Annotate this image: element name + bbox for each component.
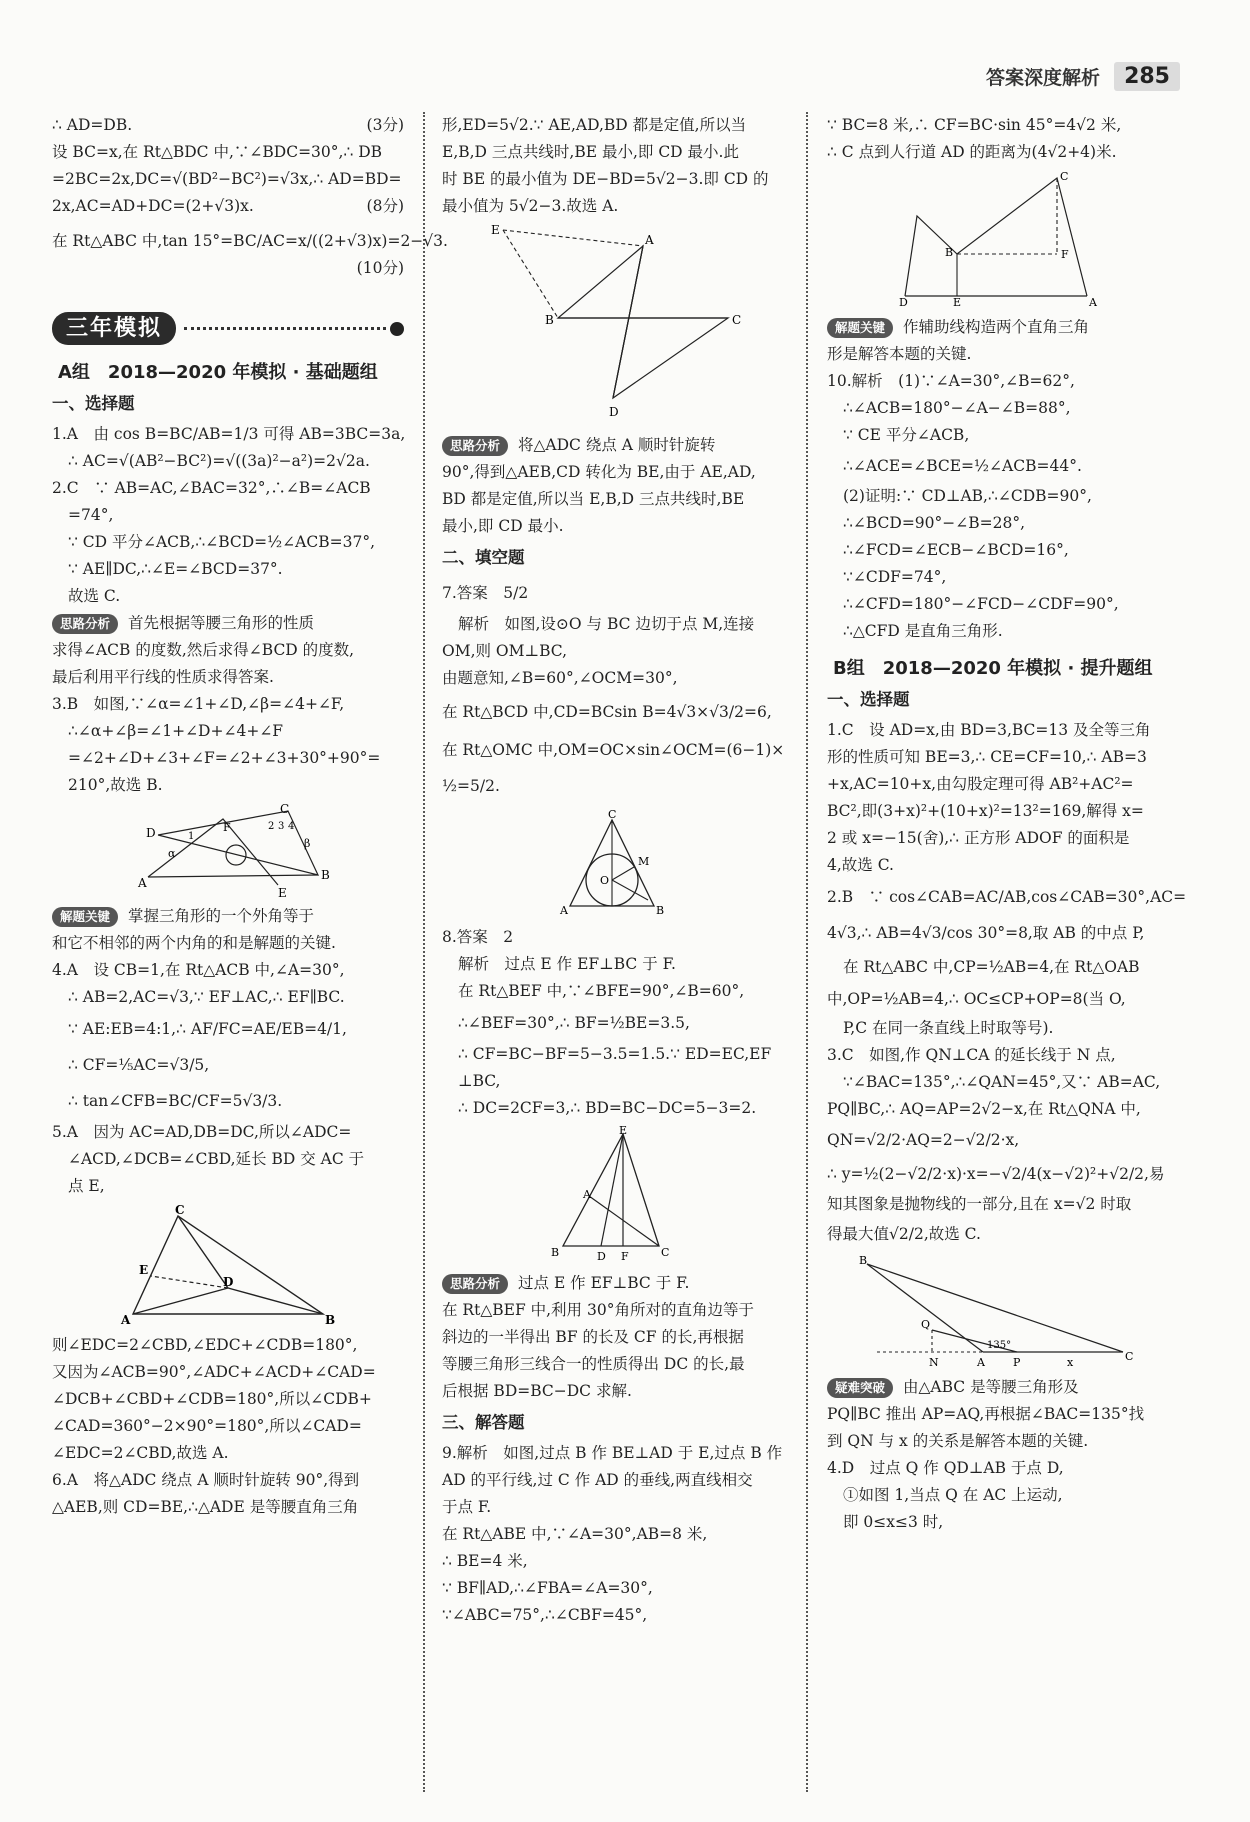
text-line: 10.解析 (1)∵∠A=30°,∠B=62°,	[827, 372, 1075, 390]
text-line: ∴∠BCD=90°−∠B=28°,	[843, 514, 1026, 532]
text-line: ∵∠BAC=135°,∴∠QAN=45°,又∵ AB=AC,	[843, 1073, 1161, 1091]
fig-label: P	[1013, 1356, 1021, 1369]
text-line: ∴ AD=DB.	[52, 116, 133, 134]
figure-q9	[897, 172, 1097, 308]
note-text: 在 Rt△BEF 中,利用 30°角所对的直角边等于	[442, 1301, 754, 1319]
text-line: 由题意知,∠B=60°,∠OCM=30°,	[442, 669, 678, 687]
page-number: 285	[1114, 62, 1180, 91]
note-text: BD 都是定值,所以当 E,B,D 三点共线时,BE	[442, 490, 745, 508]
text-line: 知其图象是抛物线的一部分,且在 x=√2 时取	[827, 1195, 1132, 1213]
section-title: 三、解答题	[442, 1413, 525, 1432]
fig-label: B	[325, 1313, 336, 1327]
column-divider-2	[806, 112, 808, 1792]
text-line: 则∠EDC=2∠CBD,∠EDC+∠CDB=180°,	[52, 1336, 358, 1354]
text-line: ∵ AE:EB=4:1,∴ AF/FC=AE/EB=4/1,	[68, 1020, 347, 1038]
text-line: ∴ BE=4 米,	[442, 1552, 528, 1570]
note-text: 最小,即 CD 最小.	[442, 517, 564, 535]
fig-label: M	[638, 855, 650, 868]
note-text: 掌握三角形的一个外角等于	[128, 907, 315, 925]
fig-label: B	[551, 1246, 560, 1259]
text-line: ∵ BC=8 米,∴ CF=BC·sin 45°=4√2 米,	[827, 116, 1122, 134]
text-line: 设 BC=x,在 Rt△BDC 中,∵∠BDC=30°,∴ DB	[52, 143, 383, 161]
text-line: 5.A 因为 AC=AD,DB=DC,所以∠ADC=	[52, 1123, 352, 1141]
note-text: 由△ABC 是等腰三角形及	[903, 1378, 1079, 1396]
note-text: 90°,得到△AEB,CD 转化为 BE,由于 AE,AD,	[442, 463, 756, 481]
fig-label: A	[977, 1356, 985, 1369]
text-line: 3.B 如图,∵∠α=∠1+∠D,∠β=∠4+∠F,	[52, 695, 345, 713]
text-line: +x,AC=10+x,由勾股定理可得 AB²+AC²=	[827, 775, 1134, 793]
fig-label: B	[656, 904, 665, 917]
text-line: OM,则 OM⊥BC,	[442, 642, 567, 660]
note-tag: 思路分析	[442, 436, 508, 456]
figure-q5	[113, 1203, 343, 1327]
banner-end-dot	[390, 322, 404, 336]
text-line: PQ∥BC,∴ AQ=AP=2√2−x,在 Rt△QNA 中,	[827, 1100, 1141, 1118]
note-text: 最后利用平行线的性质求得答案.	[52, 668, 274, 686]
text-line: 2 或 x=−15(舍),∴ 正方形 ADOF 的面积是	[827, 829, 1130, 847]
fig-label: 2	[268, 821, 275, 832]
text-line: ∴△CFD 是直角三角形.	[843, 622, 1003, 640]
note-text: 首先根据等腰三角形的性质	[128, 614, 315, 632]
note-text: 作辅助线构造两个直角三角	[903, 318, 1090, 336]
text-line: 在 Rt△BEF 中,∵∠BFE=90°,∠B=60°,	[458, 982, 745, 1000]
note-text: 求得∠ACB 的度数,然后求得∠BCD 的度数,	[52, 641, 355, 659]
score-mark: (3分)	[366, 116, 404, 134]
text-line: QN=√2/2·AQ=2−√2/2·x,	[827, 1131, 1020, 1149]
section-title: 二、填空题	[442, 548, 525, 567]
text-line: 点 E,	[68, 1177, 105, 1195]
text-line: ∴ AB=2,AC=√3,∵ EF⊥AC,∴ EF∥BC.	[68, 988, 345, 1006]
text-line: 7.答案 5/2	[442, 584, 529, 602]
text-line: ∴ DC=2CF=3,∴ BD=BC−DC=5−3=2.	[458, 1099, 757, 1117]
text-line: 在 Rt△BCD 中,CD=BCsin B=4√3×√3/2=6,	[442, 703, 772, 721]
text-line: ∴∠BEF=30°,∴ BF=½BE=3.5,	[458, 1014, 690, 1032]
fig-label: A	[121, 1313, 131, 1327]
text-line: △AEB,则 CD=BE,∴△ADE 是等腰直角三角	[52, 1498, 359, 1516]
text-line: 中,OP=½AB=4,∴ OC≤CP+OP=8(当 O,	[827, 990, 1126, 1008]
text-line: ∴ CF=BC−BF=5−3.5=1.5.∵ ED=EC,EF	[458, 1045, 772, 1063]
note-tag: 思路分析	[442, 1274, 508, 1294]
text-line: 4√3,∴ AB=4√3/cos 30°=8,取 AB 的中点 P,	[827, 924, 1145, 942]
fig-label: A	[645, 233, 654, 247]
text-line: 1.C 设 AD=x,由 BD=3,BC=13 及全等三角	[827, 721, 1151, 739]
text-line: ∵ AE∥DC,∴∠E=∠BCD=37°.	[68, 560, 283, 578]
text-line: 在 Rt△ABE 中,∵∠A=30°,AB=8 米,	[442, 1525, 708, 1543]
fig-label: F	[621, 1250, 629, 1263]
banner-dots	[184, 327, 386, 330]
score-mark: (10分)	[356, 259, 404, 277]
text-line: 又因为∠ACB=90°,∠ADC+∠ACD+∠CAD=	[52, 1363, 376, 1381]
text-line: 6.A 将△ADC 绕点 A 顺时针旋转 90°,得到	[52, 1471, 360, 1489]
text-line: 4.A 设 CB=1,在 Rt△ACB 中,∠A=30°,	[52, 961, 345, 979]
note-text: 将△ADC 绕点 A 顺时针旋转	[518, 436, 716, 454]
text-line: ∵∠CDF=74°,	[843, 568, 947, 586]
group-b-title: B组 2018—2020 年模拟 · 提升题组	[833, 658, 1153, 679]
text-line: ∴ C 点到人行道 AD 的距离为(4√2+4)米.	[827, 143, 1117, 161]
text-line: ∴∠FCD=∠ECB−∠BCD=16°,	[843, 541, 1069, 559]
text-line: ∴ CF=⅕AC=√3/5,	[68, 1056, 210, 1074]
fig-label: 3	[278, 821, 285, 832]
fig-label: E	[491, 223, 500, 237]
text-line: ∵ CE 平分∠ACB,	[843, 426, 970, 444]
section-banner	[52, 312, 404, 345]
note-tag: 解题关键	[52, 907, 118, 927]
note-text: 后根据 BD=BC−DC 求解.	[442, 1382, 632, 1400]
column-1	[52, 112, 448, 1521]
fig-label: A	[560, 904, 568, 917]
note-text: 到 QN 与 x 的关系是解答本题的关键.	[827, 1432, 1089, 1450]
fig-label: E	[619, 1124, 628, 1137]
text-line: 故选 C.	[68, 587, 121, 605]
note-text: 斜边的一半得出 BF 的长及 CF 的长,再根据	[442, 1328, 744, 1346]
fig-label: E	[139, 1263, 149, 1277]
figure-q6	[483, 223, 743, 426]
fig-label: D	[597, 1250, 606, 1263]
fig-label: B	[321, 868, 330, 882]
text-line: AD 的平行线,过 C 作 AD 的垂线,两直线相交	[442, 1471, 753, 1489]
figure-b3	[857, 1256, 1137, 1368]
text-line: ∴∠ACB=180°−∠A−∠B=88°,	[843, 399, 1071, 417]
text-line: ⊥BC,	[458, 1072, 501, 1090]
fig-label: x	[1067, 1356, 1074, 1369]
fig-label: C	[280, 802, 290, 816]
text-line: =2BC=2x,DC=√(BD²−BC²)=√3x,∴ AD=BD=	[52, 170, 402, 188]
figure-q8	[543, 1124, 683, 1264]
text-line: ∵ CD 平分∠ACB,∴∠BCD=½∠ACB=37°,	[68, 533, 376, 551]
text-line: ∠EDC=2∠CBD,故选 A.	[52, 1444, 229, 1462]
note-text: 和它不相邻的两个内角的和是解题的关键.	[52, 934, 336, 952]
text-line: =∠2+∠D+∠3+∠F=∠2+∠3+30°+90°=	[68, 749, 381, 767]
note-tag: 思路分析	[52, 614, 118, 634]
text-line: =74°,	[68, 506, 114, 524]
text-line: 在 Rt△ABC 中,CP=½AB=4,在 Rt△OAB	[843, 958, 1140, 976]
note-tag: 解题关键	[827, 318, 893, 338]
fig-label: C	[175, 1203, 185, 1217]
fig-label: 4	[288, 821, 295, 832]
fig-label: C	[732, 313, 742, 327]
fig-label: 135°	[987, 1340, 1012, 1351]
text-line: 9.解析 如图,过点 B 作 BE⊥AD 于 E,过点 B 作	[442, 1444, 783, 1462]
text-line: 2.C ∵ AB=AC,∠BAC=32°,∴∠B=∠ACB	[52, 479, 371, 497]
fig-label: O	[600, 874, 610, 887]
group-a-title: A组 2018—2020 年模拟 · 基础题组	[58, 362, 378, 383]
text-line: BC²,即(3+x)²+(10+x)²=13²=169,解得 x=	[827, 802, 1144, 820]
fig-label: A	[138, 876, 147, 890]
fig-label: N	[929, 1356, 939, 1369]
fig-label: α	[168, 847, 176, 860]
text-line: ∴ y=½(2−√2/2·x)·x=−√2/4(x−√2)²+√2/2,易	[827, 1165, 1165, 1183]
text-line: 得最大值√2/2,故选 C.	[827, 1225, 981, 1243]
fig-label: D	[609, 405, 619, 419]
figure-q3	[128, 802, 330, 900]
text-line: 即 0≤x≤3 时,	[843, 1513, 944, 1531]
text-line: (2)证明:∵ CD⊥AB,∴∠CDB=90°,	[843, 487, 1092, 505]
text-line: E,B,D 三点共线时,BE 最小,即 CD 最小.此	[442, 143, 739, 161]
text-line: 最小值为 5√2−3.故选 A.	[442, 197, 619, 215]
section-title: 一、选择题	[52, 394, 135, 413]
fig-label: F	[1061, 248, 1069, 261]
fig-label: B	[945, 246, 954, 259]
text-line: 2x,AC=AD+DC=(2+√3)x.	[52, 197, 254, 215]
text-line: 解析 如图,设⊙O 与 BC 边切于点 M,连接	[458, 615, 755, 633]
text-line: ∠DCB+∠CBD+∠CDB=180°,所以∠CDB+	[52, 1390, 372, 1408]
text-line: 210°,故选 B.	[68, 776, 163, 794]
text-line: ∴∠CFD=180°−∠FCD−∠CDF=90°,	[843, 595, 1119, 613]
fig-label: C	[1060, 170, 1069, 183]
note-tag: 疑难突破	[827, 1378, 893, 1398]
text-line: ∴∠α+∠β=∠1+∠D+∠4+∠F	[68, 722, 284, 740]
text-line: ∴ tan∠CFB=BC/CF=5√3/3.	[68, 1092, 283, 1110]
text-line: P,C 在同一条直线上时取等号).	[843, 1019, 1054, 1037]
text-line: 1.A 由 cos B=BC/AB=1/3 可得 AB=3BC=3a,	[52, 425, 406, 443]
column-divider-1	[423, 112, 425, 1792]
fig-label: D	[146, 826, 156, 840]
fig-label: B	[545, 313, 554, 327]
text-line: 形的性质可知 BE=3,∴ CE=CF=10,∴ AB=3	[827, 748, 1147, 766]
text-line: 在 Rt△ABC 中,tan 15°=BC/AC=x/((2+√3)x)=2−√3.	[52, 232, 448, 250]
text-line: ∴ AC=√(AB²−BC²)=√((3a)²−a²)=2√2a.	[68, 452, 370, 470]
fig-label: Q	[921, 1318, 931, 1331]
note-text: 等腰三角形三线合一的性质得出 DC 的长,最	[442, 1355, 745, 1373]
text-line: 于点 F.	[442, 1498, 492, 1516]
page-header	[986, 62, 1180, 91]
fig-label: E	[278, 886, 287, 900]
fig-label: C	[608, 808, 617, 821]
text-line: 3.C 如图,作 QN⊥CA 的延长线于 N 点,	[827, 1046, 1116, 1064]
text-line: ①如图 1,当点 Q 在 AC 上运动,	[843, 1486, 1063, 1504]
score-mark: (8分)	[366, 197, 404, 215]
text-line: 解析 过点 E 作 EF⊥BC 于 F.	[458, 955, 676, 973]
banner-title: 三年模拟	[52, 312, 176, 345]
fig-label: β	[304, 837, 311, 850]
note-text: PQ∥BC 推出 AP=AQ,再根据∠BAC=135°找	[827, 1405, 1145, 1423]
fig-label: B	[859, 1254, 868, 1267]
text-line: 形,ED=5√2.∵ AE,AD,BD 都是定值,所以当	[442, 116, 747, 134]
note-text: 形是解答本题的关键.	[827, 345, 972, 363]
text-line: ½=5/2.	[442, 777, 500, 795]
fig-label: 1	[188, 831, 195, 842]
text-line: ∵∠ABC=75°,∴∠CBF=45°,	[442, 1606, 648, 1624]
text-line: 2.B ∵ cos∠CAB=AC/AB,cos∠CAB=30°,AC=	[827, 888, 1187, 906]
text-line: 时 BE 的最小值为 DE−BD=5√2−3.即 CD 的	[442, 170, 769, 188]
column-3	[827, 112, 1187, 1536]
section-title: 一、选择题	[827, 690, 910, 709]
column-2	[442, 112, 784, 1629]
fig-label: A	[1089, 296, 1097, 309]
text-line: 在 Rt△OMC 中,OM=OC×sin∠OCM=(6−1)×	[442, 741, 785, 759]
fig-label: C	[661, 1246, 670, 1259]
text-line: 8.答案 2	[442, 928, 514, 946]
fig-label: F	[223, 821, 231, 834]
fig-label: C	[1125, 1350, 1134, 1363]
text-line: ∵ BF∥AD,∴∠FBA=∠A=30°,	[442, 1579, 653, 1597]
figure-q7	[548, 810, 678, 918]
fig-label: A	[583, 1188, 591, 1201]
fig-label: D	[899, 296, 908, 309]
text-line: 4.D 过点 Q 作 QD⊥AB 于点 D,	[827, 1459, 1064, 1477]
text-line: ∴∠ACE=∠BCE=½∠ACB=44°.	[843, 457, 1082, 475]
text-line: 4,故选 C.	[827, 856, 894, 874]
note-text: 过点 E 作 EF⊥BC 于 F.	[518, 1274, 690, 1292]
text-line: ∠ACD,∠DCB=∠CBD,延长 BD 交 AC 于	[68, 1150, 365, 1168]
fig-label: D	[223, 1275, 234, 1289]
text-line: ∠CAD=360°−2×90°=180°,所以∠CAD=	[52, 1417, 362, 1435]
fig-label: E	[953, 296, 962, 309]
header-title: 答案深度解析	[986, 67, 1101, 89]
